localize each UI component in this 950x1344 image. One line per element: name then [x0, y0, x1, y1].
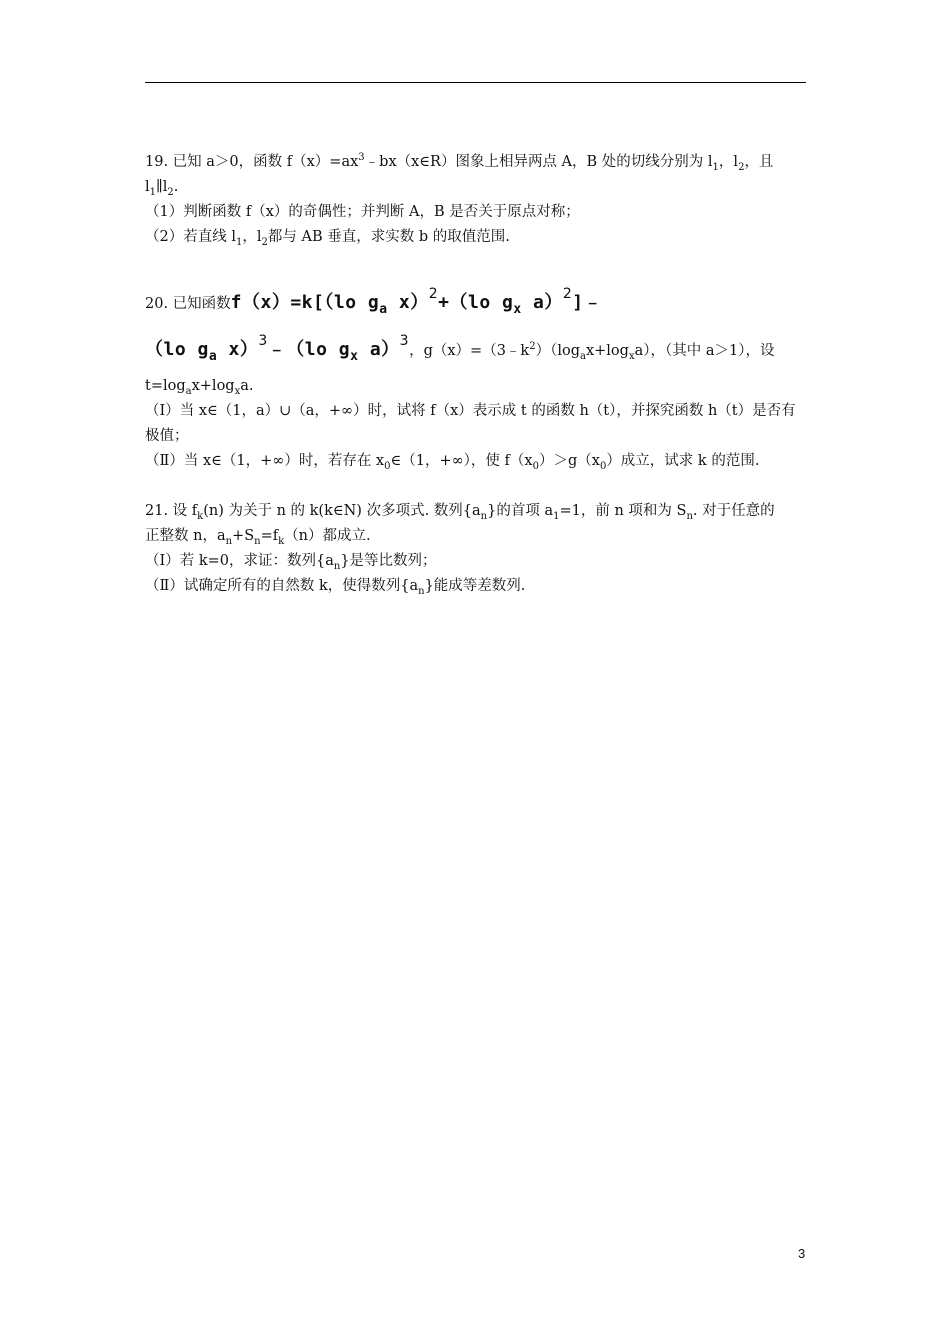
q20-text: x+log — [585, 343, 629, 359]
subscript: 0 — [532, 461, 539, 472]
q19-text: ，l — [242, 229, 262, 245]
q19-text: ，且 — [744, 154, 774, 170]
q21-line-2 — [145, 526, 371, 548]
superscript: 2 — [562, 286, 573, 302]
subscript: 0 — [599, 461, 607, 472]
q21-text: 21. 设 f — [145, 503, 198, 519]
formula-text: （lo g — [145, 339, 209, 360]
subscript: 1 — [235, 237, 243, 248]
q21-text: （I）若 k=0，求证：数列{a — [145, 553, 334, 569]
q21-text: }的首项 a — [487, 503, 554, 519]
superscript: 2 — [529, 341, 536, 352]
q19-part-1-text: （1）判断函数 f（x）的奇偶性；并判断 A，B 是否关于原点对称； — [145, 204, 580, 220]
subscript: 0 — [384, 461, 391, 472]
q21-text: }是等比数列； — [340, 553, 437, 569]
q21-text: （n）都成立. — [284, 528, 371, 544]
subscript: a — [379, 302, 388, 317]
q21-text: 正整数 n，a — [145, 528, 226, 544]
q20-text: x+log — [191, 378, 235, 394]
q20-text: a），（其中 a＞1），设 — [634, 343, 775, 359]
subscript: x — [628, 351, 635, 362]
subscript: a — [580, 351, 586, 362]
subscript: 1 — [149, 187, 157, 198]
subscript: a — [208, 349, 218, 364]
formula-text: x） — [387, 292, 429, 313]
q19-line-2 — [145, 177, 178, 199]
subscript: 1 — [712, 162, 719, 173]
subscript: a — [185, 386, 192, 397]
subscript: x — [234, 386, 241, 397]
q20-text: ）成立，试求 k 的范围. — [606, 453, 760, 469]
q19-part-1 — [145, 202, 580, 222]
subscript: 2 — [738, 162, 745, 173]
subscript: k — [278, 536, 285, 547]
q20-text: ，g（x）=（3﹣k — [409, 343, 530, 359]
q20-part-2 — [145, 451, 759, 473]
subscript: n — [686, 511, 693, 522]
subscript: 2 — [261, 237, 268, 248]
page-number: 3 — [798, 1246, 806, 1261]
subscript: n — [480, 511, 488, 522]
q21-text: =f — [260, 528, 279, 544]
q19-text: ﹣bx（x∈R）图象上相异两点 A，B 处的切线分别为 l — [364, 154, 713, 170]
q21-text: =1，前 n 项和为 S — [559, 503, 687, 519]
q19-text: 都与 AB 垂直，求实数 b 的取值范围. — [267, 229, 510, 245]
formula-text: a） — [358, 339, 400, 360]
superscript: 2 — [428, 286, 439, 302]
q21-part-2 — [145, 576, 525, 598]
q21-text: . 对于任意的 — [692, 503, 775, 519]
header-rule — [145, 82, 806, 83]
q19-text: 19. 已知 a＞0，函数 f（x）=ax — [145, 154, 359, 170]
q19-text: （2）若直线 l — [145, 229, 236, 245]
formula-text: a） — [521, 292, 563, 313]
q21-part-1 — [145, 551, 437, 573]
subscript: 2 — [167, 187, 174, 198]
q21-text: }能成等差数列. — [424, 578, 526, 594]
q20-part-1-text: （Ⅰ）当 x∈（1，a）∪（a，+∞）时，试将 f（x）表示成 t 的函数 h（t），并探究函数 h（t）是否有 — [145, 403, 796, 419]
subscript: 1 — [553, 511, 560, 522]
q20-part-1-text: 极值； — [145, 428, 189, 444]
q20-part-1 — [145, 401, 796, 421]
q20-part-1-cont — [145, 426, 189, 446]
q19-text: ∥l — [156, 179, 168, 195]
q20-text: 20. 已知函数 — [145, 296, 231, 312]
subscript: n — [225, 536, 233, 547]
superscript: 3 — [258, 333, 268, 349]
subscript: n — [254, 536, 261, 547]
q21-text: （Ⅱ）试确定所有的自然数 k，使得数列{a — [145, 578, 419, 594]
q20-text: t=log — [145, 378, 186, 394]
q20-text: ∈（1，+∞），使 f（x — [390, 453, 533, 469]
subscript: x — [350, 349, 359, 364]
q21-line-1 — [145, 501, 775, 523]
q20-t-definition — [145, 376, 254, 398]
q19-line-1 — [145, 152, 773, 174]
formula-text: x） — [217, 339, 259, 360]
q21-text: (n) 为关于 n 的 k(k∈N) 次多项式. 数列{a — [203, 503, 481, 519]
q20-formula-image — [230, 286, 603, 317]
q19-text: . — [173, 179, 179, 195]
q20-text: ）（log — [535, 343, 580, 359]
superscript: 3 — [358, 152, 365, 163]
q20-text: （Ⅱ）当 x∈（1，+∞）时，若存在 x — [145, 453, 385, 469]
q20-formula-image-2 — [145, 333, 410, 364]
formula-text: +（lo g — [438, 292, 514, 313]
q20-line-2 — [145, 333, 775, 366]
q19-part-2 — [145, 227, 510, 249]
superscript: 3 — [399, 333, 410, 349]
q20-text: a. — [240, 378, 254, 394]
q19-text: ，l — [718, 154, 739, 170]
subscript: n — [333, 561, 341, 572]
formula-text: f（x）=k[（lo g — [230, 292, 380, 313]
q19-text: l — [145, 179, 150, 195]
subscript: k — [197, 511, 204, 522]
subscript: n — [418, 586, 425, 597]
formula-text: ]﹣ — [572, 292, 603, 313]
q21-text: +S — [232, 528, 255, 544]
q20-line-1 — [145, 286, 603, 318]
q20-text: ）＞g（x — [538, 453, 600, 469]
subscript: x — [513, 302, 522, 317]
formula-text: ﹣（lo g — [267, 339, 351, 360]
